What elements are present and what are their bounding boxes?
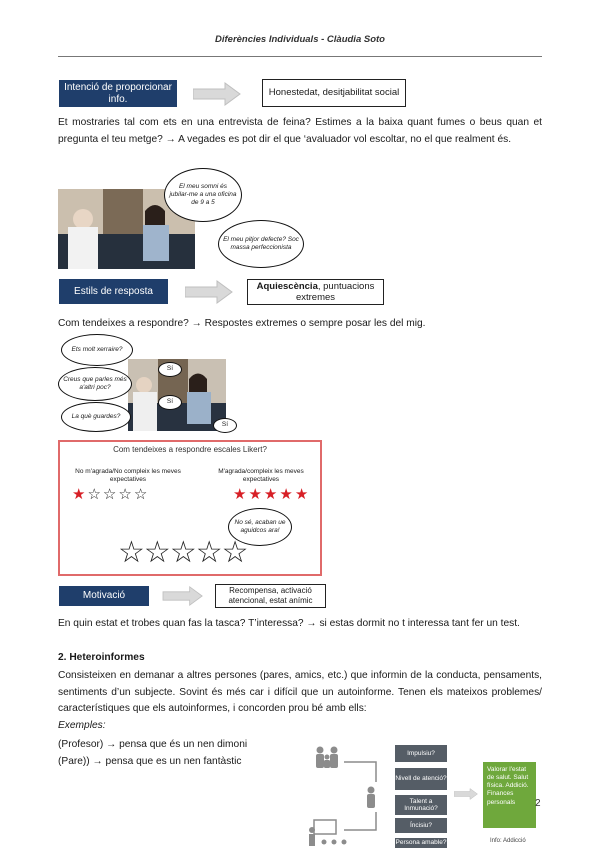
- star-filled-icon: ★: [294, 486, 311, 503]
- likert-unsure-bubble: No sé, acaban ue aguidcos ara!: [228, 508, 292, 546]
- reply-bubble-yes-2: Sí: [158, 395, 182, 410]
- outcome-caption: Info: Addicció: [490, 838, 526, 844]
- extreme-scores-text: , puntuacions extremes: [295, 280, 375, 303]
- arrow-right-icon: [162, 586, 204, 606]
- page-header-title: Diferències Individuals - Clàudia Soto: [215, 34, 385, 45]
- response-style-label-box: Estils de resposta: [59, 279, 168, 304]
- honesty-result-box: Honestedat, desitjabilitat social: [262, 79, 406, 107]
- flow-box-talent: Talent a Inmunació?: [395, 795, 447, 815]
- speech-bubble-defect: El meu pitjor defecte? Soc massa perfeccionista: [218, 220, 304, 268]
- star-empty-icon: ☆: [87, 486, 103, 503]
- likert-right-label: M'agrada/compleix les meves expectatives: [218, 468, 304, 484]
- response-style-result-box: [247, 279, 384, 305]
- arrow-right-icon: [454, 786, 478, 802]
- motivation-result-box: Recompensa, activació atencional, estat anímic: [215, 584, 326, 608]
- star-empty-icon: ☆: [102, 486, 119, 503]
- examples-label: Exemples:: [58, 720, 106, 731]
- example-teacher: (Profesor) → pensa que és un nen dimoni: [58, 739, 248, 750]
- star-filled-icon: ★: [233, 486, 249, 503]
- star-empty-icon: ☆: [195, 536, 222, 569]
- likert-left-stars: [72, 485, 149, 503]
- intention-label-box: Intenció de proporcionar info.: [59, 80, 177, 107]
- page-number: 2: [535, 798, 541, 809]
- informants-diagram: [306, 742, 396, 848]
- speech-bubble-speak-more: Creus que parles més a'altri poc?: [58, 367, 132, 401]
- likert-right-stars: [233, 485, 310, 503]
- star-filled-icon: ★: [263, 486, 280, 503]
- reply-bubble-yes-3: Sí: [213, 418, 237, 433]
- flow-box-impulsive: Impulsiu?: [395, 745, 447, 762]
- star-empty-icon: ☆: [169, 536, 196, 569]
- speech-bubble-dream: El meu somni és jubilar-me a una oficina de 9 a 5: [164, 168, 242, 222]
- star-empty-icon: ☆: [221, 536, 248, 569]
- speech-bubble-what-keep: La què guardes?: [61, 402, 131, 432]
- star-filled-icon: ★: [248, 486, 264, 503]
- reply-bubble-yes-1: Sí: [158, 362, 182, 377]
- likert-title: Com tendeixes a respondre escales Likert?: [113, 445, 267, 454]
- likert-left-label: No m'agrada/No compleix les meves expectatives: [75, 468, 181, 484]
- response-tendency-paragraph: Com tendeixes a respondre? → Respostes extremes o sempre posar les del mig.: [58, 318, 426, 329]
- acquiescence-text: Aquiescència: [256, 280, 318, 292]
- heteroinformes-paragraph: Consisteixen en demanar a altres persones (pares, amics, etc.) que informin de la conducta, pensaments, sentiments d’un subjecte. Sovint és més car i difícil que un autoinforme. Tenen els mateixos problemes/ característiques que els autoinformes, i concorden prou bé amb ells:: [58, 670, 542, 715]
- likert-bottom-stars: [118, 538, 248, 568]
- star-empty-icon: ☆: [143, 536, 170, 569]
- example-parent: (Pare)) → pensa que es un nen fantàstic: [58, 756, 242, 767]
- flow-box-attention: Nivell de atenció?: [395, 768, 447, 790]
- flow-box-incisive: Íncisiu?: [395, 818, 447, 833]
- arrow-right-icon: [185, 280, 233, 304]
- interview-paragraph: Et mostraries tal com ets en una entrevista de feina? Estimes a la baixa quant fumes o beus quan et pregunta el teu metge? → A vegades es pot dir el que ‘avaluador vol escoltar, no el que realment és.: [58, 117, 542, 145]
- outcome-green-box: Valorar l'estat de salut. Salut física. Addició. Finances personals: [483, 762, 536, 828]
- header-divider: [58, 56, 542, 57]
- star-filled-icon: ★: [72, 486, 88, 503]
- flow-box-kind: Persona amable?: [395, 839, 447, 847]
- motivation-label-box: Motivació: [59, 586, 149, 606]
- star-empty-icon: ☆: [118, 486, 134, 503]
- speech-bubble-talkative: Ets molt xerraire?: [61, 334, 133, 366]
- star-empty-icon: ☆: [133, 486, 150, 503]
- star-filled-icon: ★: [279, 486, 295, 503]
- heteroinformes-heading: 2. Heteroinformes: [58, 652, 145, 663]
- motivation-paragraph: En quin estat et trobes quan fas la tasca? T’interessa? → si estas dormit no t interessa tant fer un test.: [58, 618, 520, 629]
- arrow-right-icon: [193, 82, 241, 106]
- star-empty-icon: ☆: [118, 536, 144, 569]
